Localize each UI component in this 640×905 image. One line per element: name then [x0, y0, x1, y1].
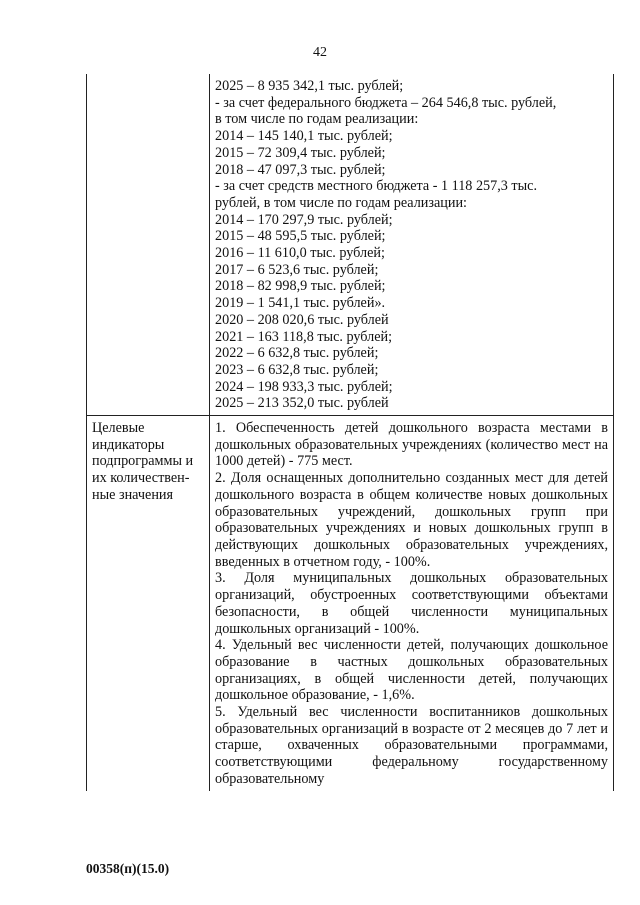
indicators-label-line: Целевые	[92, 420, 145, 437]
funding-line: 2025 – 213 352,0 тыс. рублей	[215, 395, 389, 412]
funding-line: 2021 – 163 118,8 тыс. рублей;	[215, 328, 393, 345]
indicators-label-line: их количествен-	[92, 470, 190, 487]
funding-line: 2016 – 11 610,0 тыс. рублей;	[215, 245, 385, 262]
funding-line: 2014 – 145 140,1 тыс. рублей;	[215, 128, 393, 145]
funding-row	[87, 74, 614, 416]
indicators-label-line: ные значения	[92, 486, 174, 503]
funding-line: в том числе по годам реализации:	[215, 111, 419, 128]
funding-line: 2025 – 8 935 342,1 тыс. рублей;	[215, 78, 404, 94]
indicators-row	[87, 416, 614, 791]
funding-label-cell	[87, 74, 210, 416]
document-code: 00358(п)(15.0)	[86, 861, 170, 876]
funding-line: 2015 – 48 595,5 тыс. рублей;	[215, 228, 386, 245]
page-number: 42	[313, 45, 327, 60]
indicator-item: 4. Удельный вес численности детей, получающих дошкольное образование в частных дошкольных образовательных организациях, в общей численности детей, получающих дошкольное образование, - 1,6%.	[215, 637, 608, 704]
indicators-label-line: подпрограммы и	[92, 453, 194, 470]
funding-line: 2024 – 198 933,3 тыс. рублей;	[215, 378, 393, 395]
indicators-value-cell	[210, 416, 614, 791]
indicator-item: 5. Удельный вес численности воспитанников дошкольных образовательных организаций в возрасте от 2 месяцев до 7 лет и старше, охваченных образовательными программами, соответствующими федеральному государственному образовательному	[215, 704, 608, 787]
funding-line: 2018 – 82 998,9 тыс. рублей;	[215, 278, 386, 295]
indicator-item: 3. Доля муниципальных дошкольных образовательных организаций, обустроенных соответствующими объектами безопасности, в общей численности муниципальных дошкольных организаций - 100%.	[215, 570, 608, 637]
funding-line: 2020 – 208 020,6 тыс. рублей	[215, 311, 389, 328]
funding-line: - за счет средств местного бюджета - 1 118 257,3 тыс.	[215, 178, 537, 195]
indicators-label-cell	[87, 416, 210, 791]
funding-line: 2017 – 6 523,6 тыс. рублей;	[215, 261, 379, 278]
funding-value-cell	[210, 74, 614, 416]
funding-line: 2019 – 1 541,1 тыс. рублей».	[215, 295, 386, 312]
funding-line: 2018 – 47 097,3 тыс. рублей;	[215, 161, 386, 178]
program-table	[86, 74, 614, 791]
funding-line: 2023 – 6 632,8 тыс. рублей;	[215, 361, 379, 378]
funding-line: 2022 – 6 632,8 тыс. рублей;	[215, 345, 379, 362]
indicator-item: 1. Обеспеченность детей дошкольного возраста местами в дошкольных образовательных учреждениях (количество мест на 1000 детей) - 775 мест.	[215, 420, 608, 470]
indicators-label-line: индикаторы	[92, 436, 165, 453]
funding-line: - за счет федерального бюджета – 264 546,8 тыс. рублей,	[215, 94, 557, 111]
funding-line: рублей, в том числе по годам реализации:	[215, 194, 467, 211]
funding-line: 2015 – 72 309,4 тыс. рублей;	[215, 144, 386, 161]
indicator-item: 2. Доля оснащенных дополнительно созданных мест для детей дошкольного возраста в общем количестве новых дошкольных образовательных учреждений, дошкольных групп при образовательных учреждениях и новых дошкольных групп в действующих дошкольных образовательных учреждениях, введенных в отчетном году, - 100%.	[215, 470, 608, 570]
funding-line: 2014 – 170 297,9 тыс. рублей;	[215, 211, 393, 228]
